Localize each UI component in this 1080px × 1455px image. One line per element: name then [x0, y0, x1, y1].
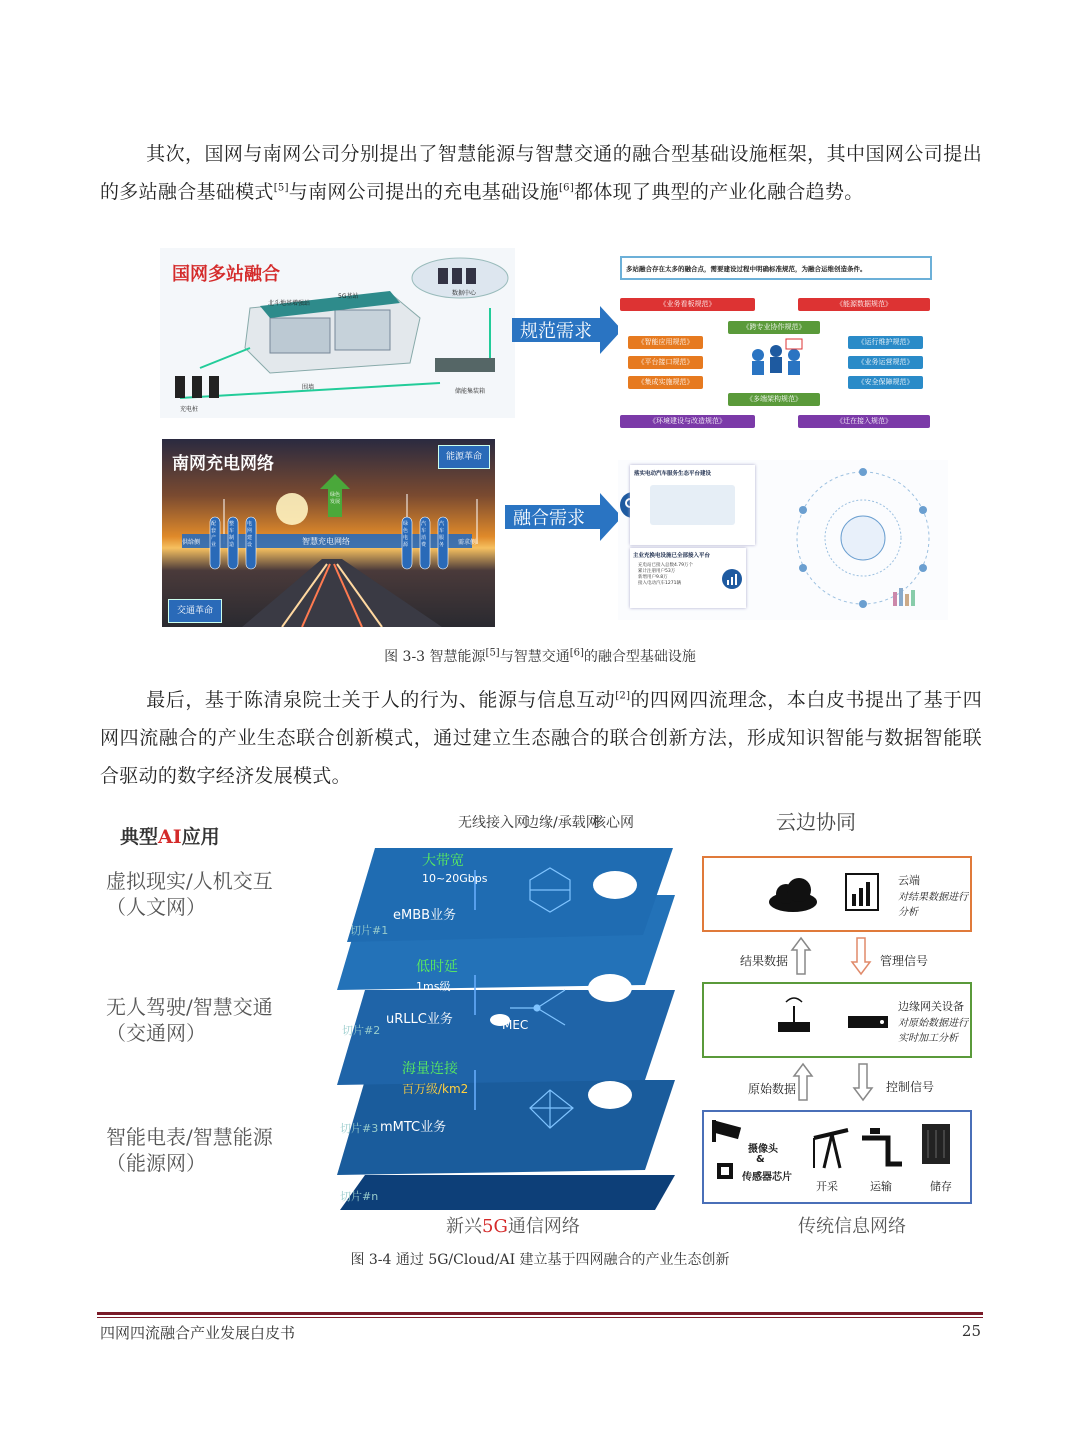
ai-app-2-line1: 无人驾驶/智慧交通	[106, 995, 273, 1019]
layer3-biz: mMTC业务	[380, 1120, 447, 1135]
ai-app-3-line2: （能源网）	[106, 1151, 206, 1175]
sgcc-panel	[160, 248, 515, 418]
down-arrow-icon-1	[850, 936, 872, 976]
para2-ref-a[interactable]: [2]	[615, 690, 631, 702]
para1-ref-a[interactable]: [5]	[273, 182, 289, 194]
csg-pillar-r2: 汽车消费	[421, 521, 427, 548]
norm-tag-r3: 《业务运营规范》	[848, 356, 923, 369]
cloud-edge-title: 云边协同	[776, 810, 856, 834]
layer1-title: 大带宽	[422, 853, 464, 869]
net-header-ran: 无线接入网	[458, 815, 528, 831]
csg-green-arrow-label: 绿色发展	[329, 492, 340, 505]
fusion-box2-title: 主业充换电设施已全部接入平台	[633, 553, 711, 559]
ai-title-a: 典型	[120, 826, 159, 848]
bottom-left-a: 新兴	[446, 1216, 482, 1237]
footer-rule-thin	[97, 1317, 983, 1318]
csg-panel	[162, 439, 495, 627]
ai-app-3	[106, 1124, 273, 1176]
layer1-sub: 10~20Gbps	[422, 872, 488, 885]
para2-text-a: 最后，基于陈清泉院士关于人的行为、能源与信息互动	[146, 689, 616, 711]
para1-ref-b[interactable]: [6]	[558, 182, 575, 194]
fusion-box1-title: 落实电动汽车服务生态平台建设	[634, 471, 712, 477]
figure-3-4	[100, 800, 985, 1240]
layer1-slice: 切片#1	[350, 924, 389, 937]
chip-icon	[712, 1158, 738, 1184]
fusion-arrow-label: 融合需求	[513, 508, 585, 529]
csg-pillar-l1: 配套产业	[211, 521, 217, 548]
csg-right-end: 需求侧	[458, 539, 477, 546]
norm-tag-1: 《业务看板规范》	[620, 298, 755, 311]
footer-rule-thick	[97, 1312, 983, 1315]
label-5g: 5G基站	[338, 293, 359, 300]
para2-text-b: 的四网四流理念，本白皮书提出了基于四网四流融合的产业生态联合创新模式，通过建立生态融合的联合创新方法，形成知识智能与数据智能联合驱动的数字经济发展模式。	[100, 689, 982, 787]
cloud-label: 云端	[898, 874, 920, 887]
up-arrow-icon-2	[792, 1062, 814, 1102]
fusion-box1	[630, 465, 755, 545]
label-wall: 围墙	[302, 384, 315, 391]
ai-app-1-line1: 虚拟现实/人机交互	[106, 869, 273, 893]
fig33-caption-a: 图 3-3 智慧能源	[384, 649, 486, 665]
ai-app-1	[106, 868, 273, 920]
ai-app-2	[106, 994, 273, 1046]
camera-icon	[710, 1118, 748, 1144]
layer2-sub: 1ms级	[416, 980, 451, 993]
bottom-left-b: 5G	[482, 1216, 508, 1237]
ai-app-2-line2: （交通网）	[106, 1021, 206, 1045]
layer2-biz: uRLLC业务	[386, 1012, 453, 1027]
cloud-box	[702, 856, 972, 932]
ai-app-3-line1: 智能电表/智慧能源	[106, 1125, 273, 1149]
csg-pillar-l3: 电网建设	[247, 521, 253, 548]
sgcc-title: 国网多站融合	[172, 264, 280, 285]
para1-text-c: 都体现了典型的产业化融合趋势。	[574, 181, 864, 203]
csg-pillar-r1: 绿色电源	[403, 521, 409, 548]
cloud-desc-2: 分析	[898, 907, 918, 918]
devices-box	[702, 1110, 972, 1204]
layer3-slice: 切片#3	[340, 1122, 379, 1135]
norm-tag-5: 《环境建设与改造规范》	[620, 415, 755, 428]
fusion-stat-4: 接入电动汽车1271辆	[638, 581, 681, 586]
net-header-edge: 边缘/承载网	[525, 815, 600, 831]
norm-tag-r5: 《迁在接入规范》	[798, 415, 930, 428]
analytics-icon	[844, 872, 880, 912]
fusion-panel	[618, 460, 948, 620]
fusion-arrow	[505, 505, 601, 529]
csg-title: 南网充电网络	[172, 454, 274, 474]
norm-tag-m1: 《跨专业协作规范》	[728, 321, 820, 334]
edge-label: 边缘网关设备	[898, 1000, 964, 1013]
gateway-device-icon	[846, 1012, 890, 1032]
pumpjack-icon	[808, 1124, 854, 1170]
layer2-title: 低时延	[416, 959, 458, 975]
fig33-caption-ref-b[interactable]: [6]	[569, 647, 584, 659]
storage-tank-icon	[918, 1120, 954, 1168]
ai-app-1-line2: （人文网）	[106, 895, 206, 919]
ecosystem-wheel	[773, 460, 948, 620]
label-charger: 充电桩	[180, 406, 199, 413]
norms-panel	[618, 253, 948, 433]
para1-text-a: 其次，国网与南网公司分别提出了智慧能源与智慧交通的融合型基础设施框架，其中国网公司提出的多站融合基础模式	[100, 143, 982, 203]
norm-tag-r4: 《安全保障规范》	[848, 376, 923, 389]
edge-desc-1: 对原始数据进行	[898, 1018, 968, 1029]
csg-pillar-l2: 整车制造	[229, 521, 235, 548]
ai-title-c: 应用	[181, 826, 220, 848]
fig33-caption-ref-a[interactable]: [5]	[485, 647, 500, 659]
norm-tag-r1: 《能源数据规范》	[798, 298, 930, 311]
norm-tag-2: 《智能应用规范》	[628, 336, 703, 349]
cloud-icon	[766, 876, 820, 914]
down-arrow-icon-2	[852, 1062, 874, 1102]
norm-arrow	[512, 318, 602, 342]
csg-pillar-r3: 汽车服务	[439, 521, 445, 548]
ai-title-b: AI	[158, 826, 182, 848]
label-beidou: 北斗地基增强站	[268, 300, 311, 307]
chart-badge-icon	[721, 568, 743, 590]
control-signal-label: 控制信号	[886, 1080, 935, 1094]
norm-tag-4: 《集成实施规范》	[628, 376, 703, 389]
figure-3-3	[160, 248, 950, 630]
page-number: 25	[961, 1322, 981, 1340]
norm-arrow-label: 规范需求	[520, 321, 592, 342]
layer4-slice: 切片#n	[340, 1190, 379, 1203]
result-data-label: 结果数据	[740, 954, 789, 968]
pipe-valve-icon	[858, 1124, 906, 1168]
para1-text-b: 与南网公司提出的充电基础设施	[288, 181, 559, 203]
bottom-left-label	[446, 1212, 580, 1238]
paragraph-1	[100, 135, 982, 211]
norm-tag-m2: 《多端架构规范》	[728, 393, 820, 406]
fig33-caption-c: 的融合型基础设施	[583, 649, 696, 665]
storage-label: 储存	[930, 1180, 952, 1193]
layer2-mec: MEC	[502, 1018, 529, 1032]
norms-header: 多站融合存在太多的融合点，需要建设过程中明确标准规范，为融合运维创造条件。	[620, 256, 932, 280]
layer1-biz: eMBB业务	[393, 908, 457, 923]
transport-label: 运输	[870, 1180, 892, 1193]
bottom-left-c: 通信网络	[507, 1216, 580, 1237]
bottom-right-label: 传统信息网络	[798, 1216, 906, 1237]
norm-tag-3: 《平台接口规范》	[628, 356, 703, 369]
edge-desc-2: 实时加工分析	[898, 1033, 958, 1044]
camera-label: 摄像头	[748, 1144, 778, 1155]
router-icon	[776, 996, 812, 1038]
paragraph-2	[100, 681, 982, 795]
net-header-core: 核心网	[592, 815, 634, 831]
figure-3-4-caption: 图 3-4 通过 5G/Cloud/AI 建立基于四网融合的产业生态创新	[350, 1252, 730, 1268]
csg-left-end: 供给侧	[182, 539, 201, 546]
edge-box	[702, 982, 972, 1058]
label-datacenter: 数据中心	[452, 290, 477, 297]
sensor-label: 传感器芯片	[742, 1172, 792, 1183]
mgmt-signal-label: 管理信号	[880, 954, 929, 968]
up-arrow-icon-1	[790, 936, 812, 976]
norm-tag-r2: 《运行维护规范》	[848, 336, 923, 349]
footer-title: 四网四流融合产业发展白皮书	[100, 1324, 296, 1342]
amp-label: &	[756, 1154, 765, 1165]
cloud-desc-1: 对结果数据进行	[898, 892, 968, 903]
mine-label: 开采	[816, 1180, 838, 1193]
team-meeting-icon	[746, 337, 806, 381]
layer3-title: 海量连接	[402, 1061, 458, 1077]
csg-badge-bottom: 交通革命	[168, 599, 222, 623]
csg-badge-top: 能源革命	[438, 445, 490, 469]
ai-apps-title	[120, 822, 220, 849]
fusion-stat-2: 累计注册用户53万	[638, 569, 676, 574]
layer2-slice: 切片#2	[342, 1024, 381, 1037]
raw-data-label: 原始数据	[748, 1082, 797, 1096]
layer3-sub: 百万级/km2	[402, 1082, 469, 1096]
csg-grid-label: 智慧充电网络	[302, 537, 350, 546]
fusion-stat-1: 充电站已接入总数4.79万个	[638, 563, 694, 568]
fig33-caption-b: 与智慧交通	[499, 649, 570, 665]
fusion-stat-3: 新增用户9.8万	[638, 575, 668, 580]
label-storage: 储能集装箱	[455, 388, 486, 395]
figure-3-3-caption	[0, 646, 1080, 666]
fusion-box1-diagram	[650, 485, 735, 525]
